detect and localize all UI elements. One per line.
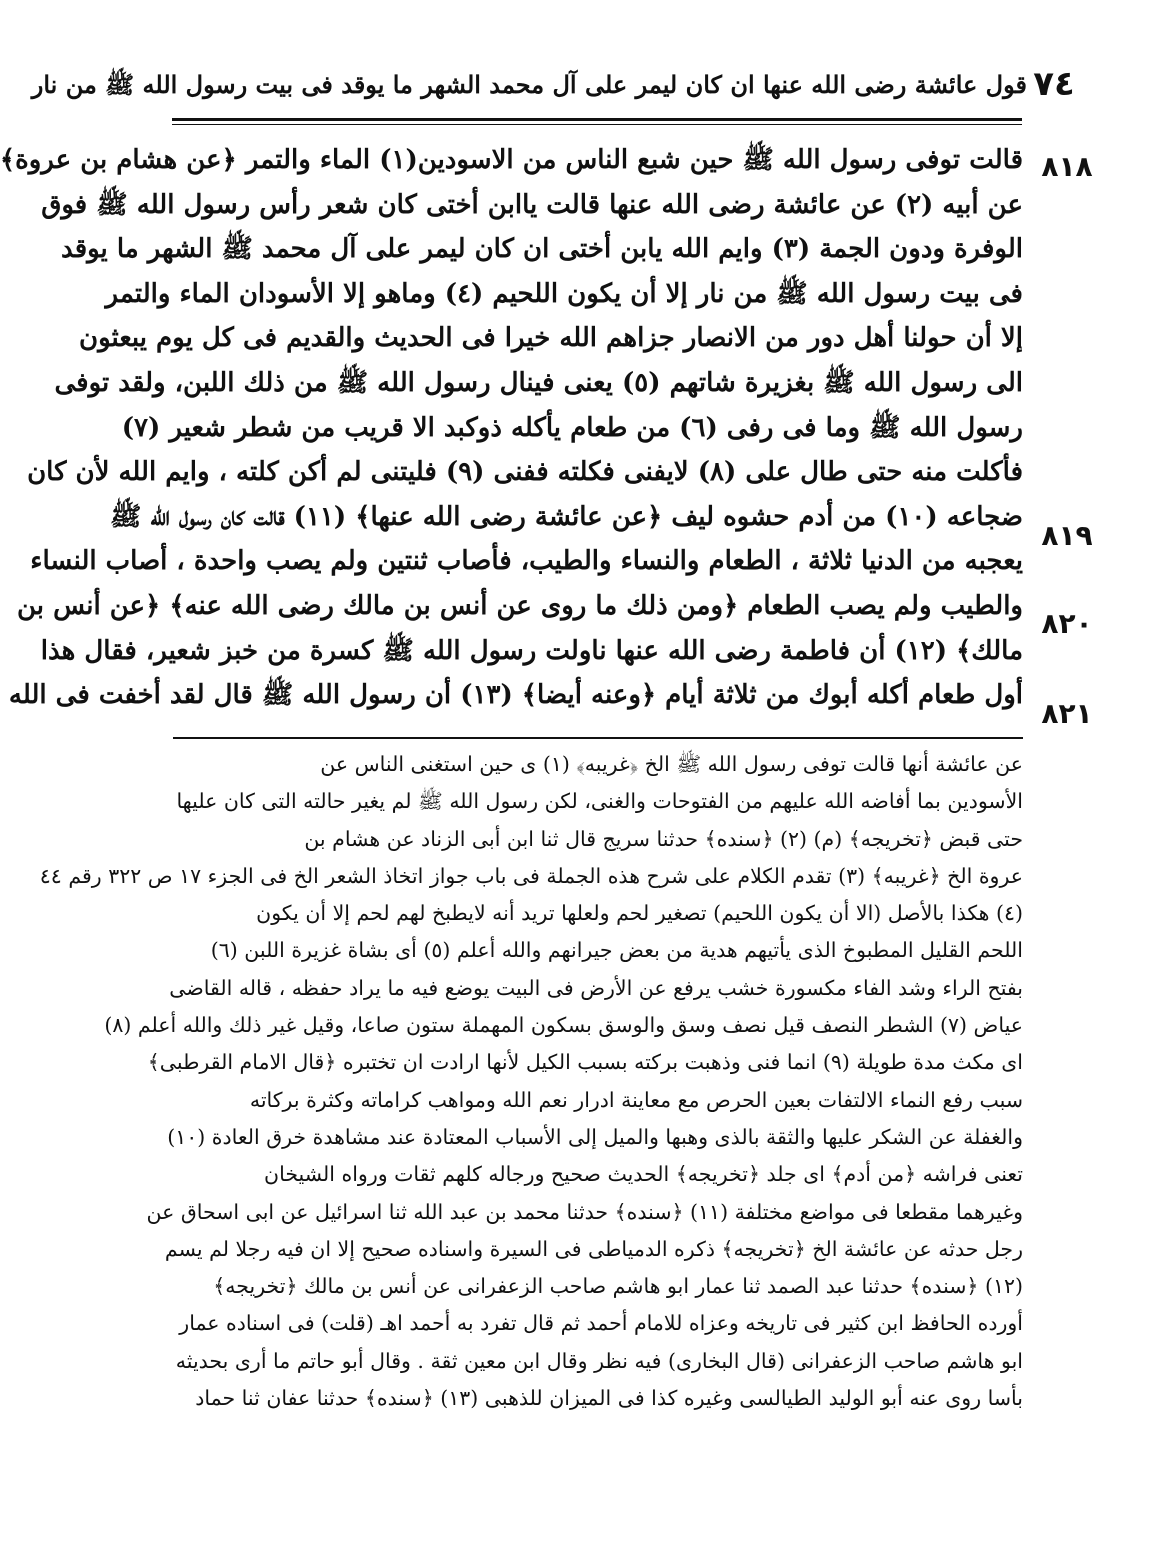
footnote-line: رجل حدثه عن عائشة الخ ﴿تخريجه﴾ ذكره الدمياطى فى السيرة واسناده صحيح إلا ان فيه رجلا لم يسم [164, 1236, 1023, 1261]
footnote-line: حتى قبض ﴿تخريجه﴾ (م) (٢) ﴿سنده﴾ حدثنا سريج قال ثنا ابن أبى الزناد عن هشام بن [304, 826, 1023, 851]
main-text-line: فى بيت رسول الله ﷺ من نار إلا أن يكون اللحيم (٤) وماهو إلا الأسودان الماء والتمر [105, 278, 1023, 309]
footnote-line: عن عائشة أنها قالت توفى رسول الله ﷺ الخ ﴿غريبه﴾ (١) ى حين استغنى الناس عن [320, 752, 1023, 776]
main-text-line: يعجبه من الدنيا ثلاثة ، الطعام والنساء والطيب، فأصاب ثنتين ولم يصب واحدة ، أصاب النساء [30, 546, 1023, 577]
main-text-line: إلا أن حولنا أهل دور من الانصار جزاهم الله خيرا فى الحديث والقديم فى كل يوم يبعثون [79, 323, 1023, 354]
hadith-number-819: ٨١٩ [1041, 519, 1093, 552]
footnote-line: أورده الحافظ ابن كثير فى تاريخه وعزاه للامام أحمد ثم قال تفرد به أحمد اهـ (قلت) فى اسناده عمار [179, 1311, 1023, 1336]
running-header: قول عائشة رضى الله عنها ان كان ليمر على آل محمد الشهر ما يوقد فى بيت رسول الله ﷺ من نار [31, 70, 1027, 99]
main-text [0, 138, 1023, 762]
hadith-number-818: ٨١٨ [1041, 150, 1093, 183]
footnote-line: عياض (٧) الشطر النصف قيل نصف وسق والوسق بسكون المهملة ستون صاعا، وقيل غير ذلك والله أعلم (٨) [104, 1013, 1023, 1038]
main-text-line: الوفرة ودون الجمة (٣) وايم الله يابن أختى ان كان ليمر على آل محمد ﷺ الشهر ما يوقد [61, 234, 1023, 265]
main-text-line: فأكلت منه حتى طال على (٨) لايفنى فكلته ففنى (٩) فليتنى لم أكن كلته ، وايم الله لأن كان [27, 457, 1023, 488]
header-rule-thin [172, 124, 1022, 125]
footnotes [39, 746, 1023, 1529]
footnote-separator [173, 737, 1023, 739]
main-text-line: أول طعام أكله أبوك من ثلاثة أيام ﴿وعنه أيضا﴾ (١٣) أن رسول الله ﷺ قال لقد أخفت فى الله [8, 680, 1023, 711]
footnote-line: الأسودين بما أفاضه الله عليهم من الفتوحات والغنى، لكن رسول الله ﷺ لم يغير حالته التى كان عليها [176, 789, 1023, 814]
main-text-line: مالك﴾ (١٢) أن فاطمة رضى الله عنها ناولت رسول الله ﷺ كسرة من خبز شعير، فقال هذا [40, 635, 1023, 666]
header-rule [172, 118, 1022, 121]
footnote-line: بفتح الراء وشد الفاء مكسورة خشب يرفع عن الأرض فى البيت يوضع فيه ما يراد حفظه ، قاله القاضى [169, 975, 1023, 1000]
footnote-line [173, 1455, 1023, 1492]
main-text-line: الى رسول الله ﷺ بغزيرة شاتهم (٥) يعنى فينال رسول الله ﷺ من ذلك اللبن، ولقد توفى [54, 367, 1023, 398]
footnote-line: (٤) هكذا بالأصل (الا أن يكون اللحيم) تصغير لحم ولعلها تريد أنه لايطبخ لهم لحم إلا أن يكون [256, 901, 1023, 926]
main-text-line: عن أبيه (٢) عن عائشة رضى الله عنها قالت ياابن أختى كان شعر رأس رسول الله ﷺ فوق [41, 189, 1023, 220]
footnote-line: وغيرهما مقطعا فى مواضع مختلفة (١١) ﴿سنده﴾ حدثنا محمد بن عبد الله ثنا اسرائيل عن ابى اسحاق عن [146, 1199, 1023, 1224]
hadith-number-820: ٨٢٠ [1041, 607, 1093, 640]
footnote-line [173, 1492, 1023, 1529]
footnote-line: سبب رفع النماء الالتفات بعين الحرص مع معاينة ادرار نعم الله ومواهب كراماته وكثرة بركاته [249, 1087, 1023, 1112]
footnote-line: ابو هاشم صاحب الزعفرانى (قال البخارى) فيه نظر وقال ابن معين ثقة . وقال أبو حاتم ما أرى بحديثه [175, 1348, 1023, 1373]
footnote-line: (١٢) ﴿سنده﴾ حدثنا عبد الصمد ثنا عمار ابو هاشم صاحب الزعفرانى عن أنس بن مالك ﴿تخريجه﴾ [213, 1274, 1023, 1299]
page-number: ٧٤ [1033, 64, 1075, 104]
main-text-line: رسول الله ﷺ وما فى رفى (٦) من طعام يأكله ذوكبد الا قريب من شطر شعير (٧) [121, 412, 1023, 443]
main-text-line: ضجاعه (١٠) من أدم حشوه ليف ﴿عن عائشة رضى الله عنها﴾ (١١) قالت كان رسول الله ﷺ [110, 501, 1023, 532]
footnote-line: والغفلة عن الشكر عليها والثقة بالذى وهبها والميل إلى الأسباب المعتادة عند مشاهدة خرق العادة (١٠) [167, 1124, 1023, 1149]
footnote-line: عروة الخ ﴿غريبه﴾ (٣) تقدم الكلام على شرح هذه الجملة فى باب جواز اتخاذ الشعر الخ فى الجزء ١٧ ص ٣٢٢ رقم ٤٤ [39, 863, 1023, 888]
footnote-line: اى مكث مدة طويلة (٩) انما فنى وذهبت بركته بسبب الكيل لأنها ارادت ان تختبره ﴿قال الامام القرطبى﴾ [147, 1050, 1023, 1075]
main-text-line: قالت توفى رسول الله ﷺ حين شبع الناس من الاسودين(١) الماء والتمر ﴿عن هشام بن عروة﴾ [0, 145, 1023, 175]
footnote-line [173, 1417, 1023, 1454]
main-text-line: والطيب ولم يصب الطعام ﴿ومن ذلك ما روى عن أنس بن مالك رضى الله عنه﴾ ﴿عن أنس بن [17, 590, 1023, 621]
footnote-line: تعنى فراشه ﴿من أدم﴾ اى جلد ﴿تخريجه﴾ الحديث صحيح ورجاله كلهم ثقات ورواه الشيخان [264, 1162, 1023, 1187]
footnote-line: اللحم القليل المطبوخ الذى يأتيهم هدية من بعض جيرانهم والله أعلم (٥) أى بشاة غزيرة اللبن (٦) [210, 938, 1023, 963]
hadith-number-821: ٨٢١ [1041, 697, 1093, 730]
footnote-line: بأسا روى عنه أبو الوليد الطيالسى وغيره كذا فى الميزان للذهبى (١٣) ﴿سنده﴾ حدثنا عفان ثنا حماد [195, 1386, 1023, 1411]
